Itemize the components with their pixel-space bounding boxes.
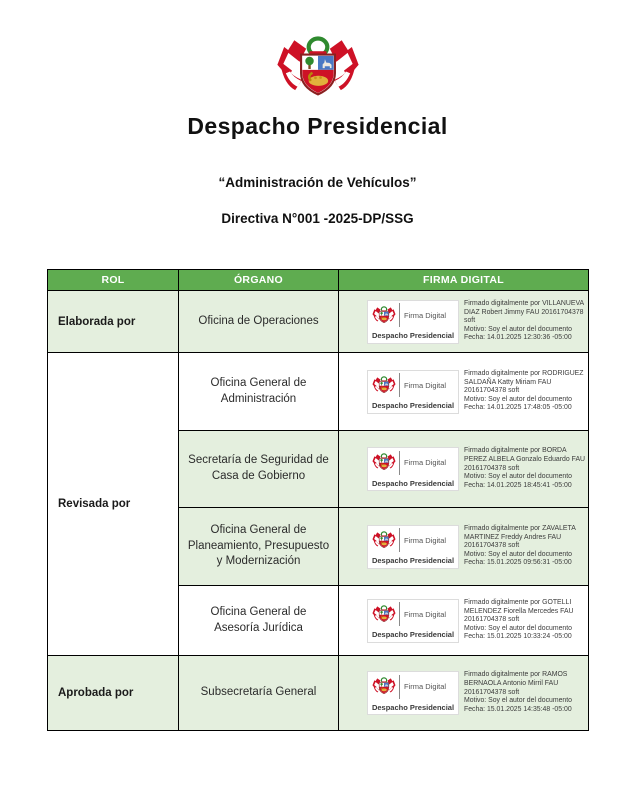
rol-revisada: Revisada por: [48, 353, 179, 656]
digital-signature-stamp: [367, 300, 459, 344]
fecha-text: Fecha: 14.01.2025 12:30:36 -05:00: [464, 334, 572, 342]
document-header: [0, 0, 635, 226]
signed-by-text: Firmado digitalmente por RODRIGUEZ SALDAÑA Katty Miriam FAU 20161704378 soft: [464, 369, 584, 395]
stamp-divider: [399, 303, 400, 327]
digital-signature-stamp: [367, 370, 459, 414]
table-row: [48, 353, 589, 431]
organo-cell: Secretaría de Seguridad de Casa de Gobierno: [179, 431, 339, 508]
organo-cell: Oficina General de Asesoría Jurídica: [179, 586, 339, 656]
signature-details: [464, 300, 588, 343]
peru-coat-of-arms-icon: [275, 36, 361, 102]
signature-details: [464, 671, 588, 714]
firma-cell: [339, 291, 589, 353]
stamp-org: Despacho Presidencial: [371, 556, 455, 565]
rol-elaborada: Elaborada por: [48, 291, 179, 353]
peru-coat-of-arms-icon: [372, 453, 396, 472]
digital-signature-stamp: [367, 447, 459, 491]
stamp-org: Despacho Presidencial: [371, 331, 455, 340]
digital-signature-stamp: [367, 525, 459, 569]
firma-cell: [339, 353, 589, 431]
stamp-org: Despacho Presidencial: [371, 401, 455, 410]
signed-by-text: Firmado digitalmente por ZAVALETA MARTINEZ Freddy Andres FAU 20161704378 soft: [464, 524, 576, 550]
fecha-text: Fecha: 14.01.2025 17:48:05 -05:00: [464, 404, 572, 412]
table-header-row: [48, 270, 589, 291]
digital-signature-stamp: [367, 671, 459, 715]
signature-details: [464, 447, 588, 490]
stamp-divider: [399, 602, 400, 626]
stamp-divider: [399, 451, 400, 475]
signature-details: [464, 525, 588, 568]
stamp-divider: [399, 675, 400, 699]
stamp-label: Firma Digital: [404, 682, 447, 691]
stamp-org: Despacho Presidencial: [371, 702, 455, 712]
motivo-text: Motivo: Soy el autor del documento: [464, 395, 573, 403]
signed-by-text: Firmado digitalmente por GOTELLI MELENDEZ Fiorella Mercedes FAU 20161704378 soft: [464, 598, 574, 624]
signature-details: [464, 370, 588, 413]
signed-by-text: Firmado digitalmente por VILLANUEVA DIAZ Robert Jimmy FAU 20161704378 soft: [464, 299, 584, 325]
motivo-text: Motivo: Soy el autor del documento: [464, 473, 573, 481]
stamp-label: Firma Digital: [404, 535, 447, 545]
motivo-text: Motivo: Soy el autor del documento: [464, 550, 573, 558]
stamp-label: Firma Digital: [404, 458, 447, 467]
fecha-text: Fecha: 15.01.2025 09:56:31 -05:00: [464, 559, 572, 567]
digital-signature-stamp: [367, 599, 459, 643]
stamp-org: Despacho Presidencial: [371, 630, 455, 639]
firma-cell: [339, 586, 589, 656]
header-firma-digital: FIRMA DIGITAL: [339, 270, 589, 291]
fecha-text: Fecha: 15.01.2025 14:35:48 -05:00: [464, 705, 572, 713]
signed-by-text: Firmado digitalmente por RAMOS BERNAOLA Antonio Mirril FAU 20161704378 soft: [464, 671, 568, 696]
peru-coat-of-arms-icon: [372, 605, 396, 624]
motivo-text: Motivo: Soy el autor del documento: [464, 697, 573, 705]
rol-aprobada: Aprobada por: [48, 656, 179, 731]
peru-coat-of-arms-icon: [372, 531, 396, 550]
stamp-divider: [399, 373, 400, 397]
stamp-label: Firma Digital: [404, 609, 447, 619]
organo-cell: Oficina General de Administración: [179, 353, 339, 431]
page-title: Despacho Presidencial: [187, 113, 448, 139]
motivo-text: Motivo: Soy el autor del documento: [464, 325, 573, 333]
organo-cell: Subsecretaría General: [179, 656, 339, 731]
firma-cell: [339, 431, 589, 508]
table-row: [48, 291, 589, 353]
organo-cell: Oficina de Operaciones: [179, 291, 339, 353]
firma-cell: [339, 508, 589, 586]
signed-by-text: Firmado digitalmente por BORDA PEREZ ALBELA Gonzalo Eduardo FAU 20161704378 soft: [464, 447, 586, 472]
organo-cell: Oficina General de Planeamiento, Presupuesto y Modernización: [179, 508, 339, 586]
peru-coat-of-arms-icon: [372, 376, 396, 395]
header-organo: ÓRGANO: [179, 270, 339, 291]
firma-cell: [339, 656, 589, 731]
signatures-table: [47, 269, 589, 731]
fecha-text: Fecha: 14.01.2025 18:45:41 -05:00: [464, 481, 572, 489]
table-row: [48, 656, 589, 731]
peru-coat-of-arms-icon: [372, 306, 396, 325]
stamp-org: Despacho Presidencial: [371, 478, 455, 488]
stamp-label: Firma Digital: [404, 310, 447, 320]
document-subtitle: “Administración de Vehículos”: [218, 175, 417, 190]
peru-coat-of-arms-icon: [372, 677, 396, 696]
directive-number: Directiva N°001 -2025-DP/SSG: [221, 211, 414, 226]
header-rol: ROL: [48, 270, 179, 291]
motivo-text: Motivo: Soy el autor del documento: [464, 624, 573, 632]
fecha-text: Fecha: 15.01.2025 10:33:24 -05:00: [464, 633, 572, 641]
signature-details: [464, 599, 588, 642]
stamp-label: Firma Digital: [404, 380, 447, 390]
stamp-divider: [399, 528, 400, 552]
